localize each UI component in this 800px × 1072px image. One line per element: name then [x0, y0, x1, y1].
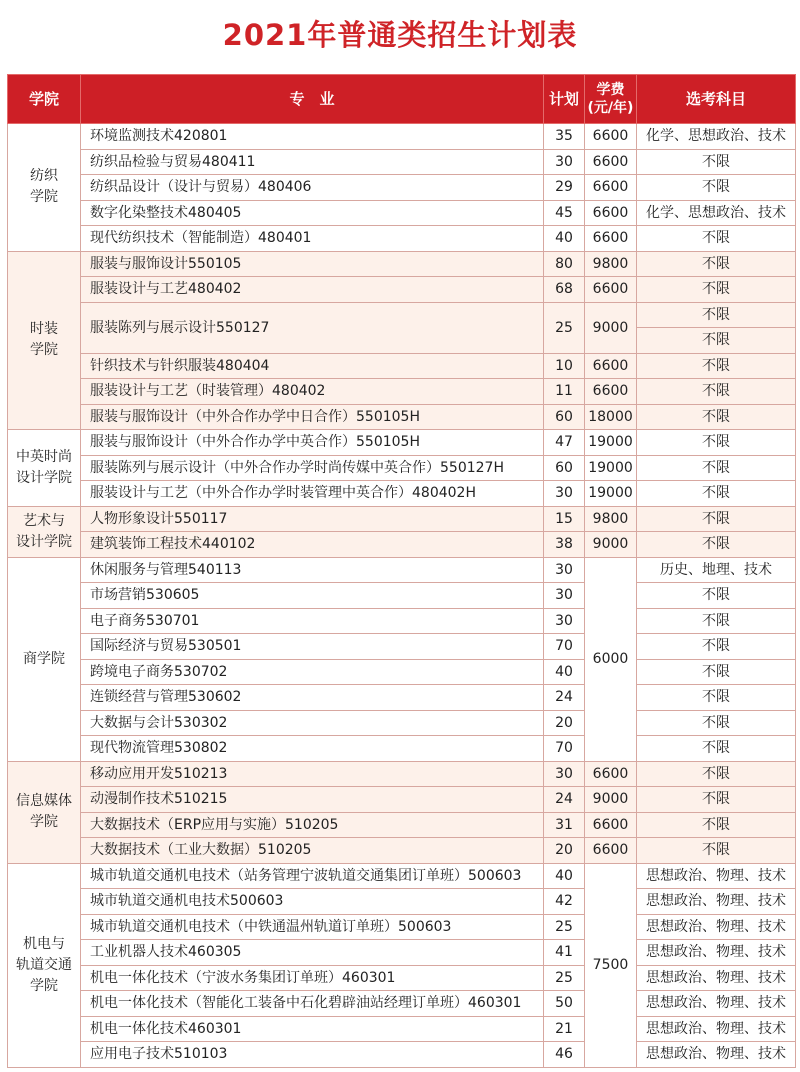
- plan-cell: 41: [544, 940, 585, 966]
- plan-cell: 29: [544, 175, 585, 201]
- fee-cell: 19000: [585, 455, 637, 481]
- plan-cell: 80: [544, 251, 585, 277]
- table-row: [8, 991, 796, 1017]
- header-fee-line1: 学费: [596, 82, 625, 98]
- college-name: 机电与: [23, 935, 65, 952]
- major-cell: 数字化染整技术480405: [81, 200, 544, 226]
- subjects-cell: 不限: [637, 659, 796, 685]
- college-name: 轨道交通: [16, 956, 72, 973]
- subjects-cell: 思想政治、物理、技术: [637, 1042, 796, 1068]
- plan-cell: 68: [544, 277, 585, 303]
- major-cell: 工业机器人技术460305: [81, 940, 544, 966]
- table-body: [8, 124, 796, 1068]
- table-row: [8, 685, 796, 711]
- plan-cell: 30: [544, 761, 585, 787]
- fee-cell: 6600: [585, 812, 637, 838]
- subjects-cell: 不限: [637, 251, 796, 277]
- college-name-cell: [8, 863, 81, 1067]
- table-row: [8, 124, 796, 150]
- fee-cell: 9800: [585, 506, 637, 532]
- header-college: 学院: [8, 75, 81, 124]
- table-header: [8, 75, 796, 124]
- table-row: [8, 251, 796, 277]
- table-row: [8, 940, 796, 966]
- subjects-cell: 不限: [637, 685, 796, 711]
- plan-cell: 42: [544, 889, 585, 915]
- table-row: [8, 634, 796, 660]
- plan-cell: 40: [544, 863, 585, 889]
- plan-cell: 30: [544, 149, 585, 175]
- subjects-cell: 不限: [637, 710, 796, 736]
- header-fee: [585, 75, 637, 124]
- subjects-cell: 不限: [637, 379, 796, 405]
- major-cell: 连锁经营与管理530602: [81, 685, 544, 711]
- plan-cell: 10: [544, 353, 585, 379]
- major-cell: 人物形象设计550117: [81, 506, 544, 532]
- fee-cell: 9000: [585, 787, 637, 813]
- college-name: 设计学院: [16, 469, 72, 486]
- table-row: [8, 302, 796, 328]
- fee-cell: 6600: [585, 838, 637, 864]
- table-row: [8, 583, 796, 609]
- plan-cell: 30: [544, 583, 585, 609]
- fee-cell: 18000: [585, 404, 637, 430]
- major-cell: 服装设计与工艺（时装管理）480402: [81, 379, 544, 405]
- subjects-cell: 不限: [637, 736, 796, 762]
- subjects-cell: 历史、地理、技术: [637, 557, 796, 583]
- table-row: [8, 353, 796, 379]
- college-name: 时装: [30, 321, 58, 338]
- major-cell: 服装与服饰设计（中外合作办学中英合作）550105H: [81, 430, 544, 456]
- subjects-cell: 不限: [637, 353, 796, 379]
- plan-cell: 70: [544, 736, 585, 762]
- plan-cell: 40: [544, 659, 585, 685]
- plan-cell: 35: [544, 124, 585, 150]
- major-cell: 服装设计与工艺480402: [81, 277, 544, 303]
- fee-cell: 9000: [585, 302, 637, 353]
- fee-cell-shared: 6000: [585, 557, 637, 761]
- table-row: [8, 761, 796, 787]
- major-cell: 机电一体化技术（宁波水务集团订单班）460301: [81, 965, 544, 991]
- title-bar: [0, 0, 800, 66]
- major-cell: 机电一体化技术（智能化工装备中石化碧辟油站经理订单班）460301: [81, 991, 544, 1017]
- subjects-cell: 不限: [637, 812, 796, 838]
- subjects-cell: 不限: [637, 634, 796, 660]
- major-cell: 服装与服饰设计550105: [81, 251, 544, 277]
- header-subjects: 选考科目: [637, 75, 796, 124]
- subjects-cell: 不限: [637, 226, 796, 252]
- table-row: [8, 659, 796, 685]
- fee-cell: 6600: [585, 379, 637, 405]
- major-cell: 现代纺织技术（智能制造）480401: [81, 226, 544, 252]
- plan-cell: 20: [544, 838, 585, 864]
- subjects-cell: 不限: [637, 175, 796, 201]
- subjects-cell: 不限: [637, 302, 796, 328]
- table-row: [8, 710, 796, 736]
- plan-cell: 25: [544, 302, 585, 353]
- subjects-cell: 思想政治、物理、技术: [637, 1016, 796, 1042]
- fee-cell: 6600: [585, 277, 637, 303]
- major-cell: 服装陈列与展示设计（中外合作办学时尚传媒中英合作）550127H: [81, 455, 544, 481]
- table-row: [8, 838, 796, 864]
- plan-cell: 30: [544, 557, 585, 583]
- subjects-cell: 不限: [637, 481, 796, 507]
- major-cell: 大数据与会计530302: [81, 710, 544, 736]
- subjects-cell: 思想政治、物理、技术: [637, 889, 796, 915]
- plan-cell: 20: [544, 710, 585, 736]
- college-name: 设计学院: [16, 533, 72, 550]
- subjects-cell: 不限: [637, 532, 796, 558]
- major-cell: 针织技术与针织服装480404: [81, 353, 544, 379]
- college-name: 纺织: [30, 168, 58, 185]
- major-cell: 移动应用开发510213: [81, 761, 544, 787]
- college-name-cell: [8, 761, 81, 863]
- fee-cell: 6600: [585, 761, 637, 787]
- major-cell: 环境监测技术420801: [81, 124, 544, 150]
- table-row: [8, 812, 796, 838]
- header-major: 专 业: [81, 75, 544, 124]
- subjects-cell: 思想政治、物理、技术: [637, 940, 796, 966]
- college-name-cell: [8, 506, 81, 557]
- subjects-cell: 思想政治、物理、技术: [637, 863, 796, 889]
- major-cell: 跨境电子商务530702: [81, 659, 544, 685]
- major-cell: 纺织品设计（设计与贸易）480406: [81, 175, 544, 201]
- plan-cell: 50: [544, 991, 585, 1017]
- subjects-cell: 不限: [637, 328, 796, 354]
- plan-cell: 15: [544, 506, 585, 532]
- plan-cell: 30: [544, 608, 585, 634]
- fee-cell-shared: 7500: [585, 863, 637, 1067]
- fee-cell: 19000: [585, 430, 637, 456]
- college-name-cell: [8, 557, 81, 761]
- subjects-cell: 化学、思想政治、技术: [637, 200, 796, 226]
- subjects-cell: 不限: [637, 583, 796, 609]
- table-row: [8, 965, 796, 991]
- major-cell: 大数据技术（工业大数据）510205: [81, 838, 544, 864]
- major-cell: 服装陈列与展示设计550127: [81, 302, 544, 353]
- plan-cell: 45: [544, 200, 585, 226]
- major-cell: 休闲服务与管理540113: [81, 557, 544, 583]
- college-name: 学院: [30, 814, 58, 830]
- subjects-cell: 不限: [637, 838, 796, 864]
- major-cell: 动漫制作技术510215: [81, 787, 544, 813]
- major-cell: 大数据技术（ERP应用与实施）510205: [81, 812, 544, 838]
- plan-cell: 24: [544, 787, 585, 813]
- subjects-cell: 思想政治、物理、技术: [637, 965, 796, 991]
- table-row: [8, 226, 796, 252]
- major-cell: 建筑装饰工程技术440102: [81, 532, 544, 558]
- enrollment-plan-table: [7, 74, 796, 1068]
- fee-cell: 6600: [585, 149, 637, 175]
- plan-cell: 46: [544, 1042, 585, 1068]
- fee-cell: 6600: [585, 175, 637, 201]
- subjects-cell: 不限: [637, 430, 796, 456]
- table-row: [8, 200, 796, 226]
- table-row: [8, 1016, 796, 1042]
- fee-cell: 9000: [585, 532, 637, 558]
- plan-cell: 25: [544, 914, 585, 940]
- major-cell: 纺织品检验与贸易480411: [81, 149, 544, 175]
- table-row: [8, 277, 796, 303]
- header-plan: 计划: [544, 75, 585, 124]
- college-name-cell: [8, 430, 81, 507]
- subjects-cell: 不限: [637, 761, 796, 787]
- table-row: [8, 404, 796, 430]
- table-row: [8, 608, 796, 634]
- plan-cell: 40: [544, 226, 585, 252]
- table-row: [8, 787, 796, 813]
- major-cell: 应用电子技术510103: [81, 1042, 544, 1068]
- major-cell: 市场营销530605: [81, 583, 544, 609]
- college-name: 学院: [30, 977, 58, 994]
- fee-cell: 6600: [585, 226, 637, 252]
- plan-cell: 47: [544, 430, 585, 456]
- table-row: [8, 379, 796, 405]
- table-row: [8, 889, 796, 915]
- college-name: 商学院: [23, 650, 65, 667]
- subjects-cell: 不限: [637, 404, 796, 430]
- fee-cell: 6600: [585, 124, 637, 150]
- plan-cell: 70: [544, 634, 585, 660]
- college-name-cell: [8, 251, 81, 430]
- major-cell: 国际经济与贸易530501: [81, 634, 544, 660]
- subjects-cell: 不限: [637, 787, 796, 813]
- major-cell: 城市轨道交通机电技术（站务管理宁波轨道交通集团订单班）500603: [81, 863, 544, 889]
- table-row: [8, 736, 796, 762]
- table-row: [8, 506, 796, 532]
- plan-cell: 30: [544, 481, 585, 507]
- table-row: [8, 455, 796, 481]
- plan-cell: 31: [544, 812, 585, 838]
- college-name: 中英时尚: [16, 448, 72, 465]
- college-name-cell: [8, 124, 81, 252]
- subjects-cell: 思想政治、物理、技术: [637, 914, 796, 940]
- plan-cell: 24: [544, 685, 585, 711]
- plan-cell: 38: [544, 532, 585, 558]
- table-row: [8, 175, 796, 201]
- header-fee-line2: (元/年): [587, 100, 634, 116]
- page-title: 2021年普通类招生计划表: [222, 17, 578, 52]
- major-cell: 机电一体化技术460301: [81, 1016, 544, 1042]
- college-name: 学院: [30, 189, 58, 206]
- subjects-cell: 不限: [637, 149, 796, 175]
- table-row: [8, 1042, 796, 1068]
- plan-cell: 25: [544, 965, 585, 991]
- major-cell: 电子商务530701: [81, 608, 544, 634]
- fee-cell: 9800: [585, 251, 637, 277]
- table-row: [8, 430, 796, 456]
- college-name: 学院: [30, 342, 58, 359]
- plan-cell: 60: [544, 455, 585, 481]
- subjects-cell: 不限: [637, 608, 796, 634]
- college-name: 信息媒体: [16, 793, 72, 809]
- table-row: [8, 557, 796, 583]
- fee-cell: 6600: [585, 353, 637, 379]
- subjects-cell: 不限: [637, 455, 796, 481]
- subjects-cell: 不限: [637, 277, 796, 303]
- major-cell: 现代物流管理530802: [81, 736, 544, 762]
- plan-cell: 11: [544, 379, 585, 405]
- table-row: [8, 149, 796, 175]
- fee-cell: 6600: [585, 200, 637, 226]
- subjects-cell: 化学、思想政治、技术: [637, 124, 796, 150]
- fee-cell: 19000: [585, 481, 637, 507]
- college-name: 艺术与: [23, 512, 65, 529]
- major-cell: 服装与服饰设计（中外合作办学中日合作）550105H: [81, 404, 544, 430]
- major-cell: 服装设计与工艺（中外合作办学时装管理中英合作）480402H: [81, 481, 544, 507]
- table-row: [8, 481, 796, 507]
- plan-cell: 60: [544, 404, 585, 430]
- subjects-cell: 思想政治、物理、技术: [637, 991, 796, 1017]
- plan-cell: 21: [544, 1016, 585, 1042]
- major-cell: 城市轨道交通机电技术（中铁通温州轨道订单班）500603: [81, 914, 544, 940]
- table-row: [8, 914, 796, 940]
- table-row: [8, 863, 796, 889]
- subjects-cell: 不限: [637, 506, 796, 532]
- major-cell: 城市轨道交通机电技术500603: [81, 889, 544, 915]
- table-row: [8, 532, 796, 558]
